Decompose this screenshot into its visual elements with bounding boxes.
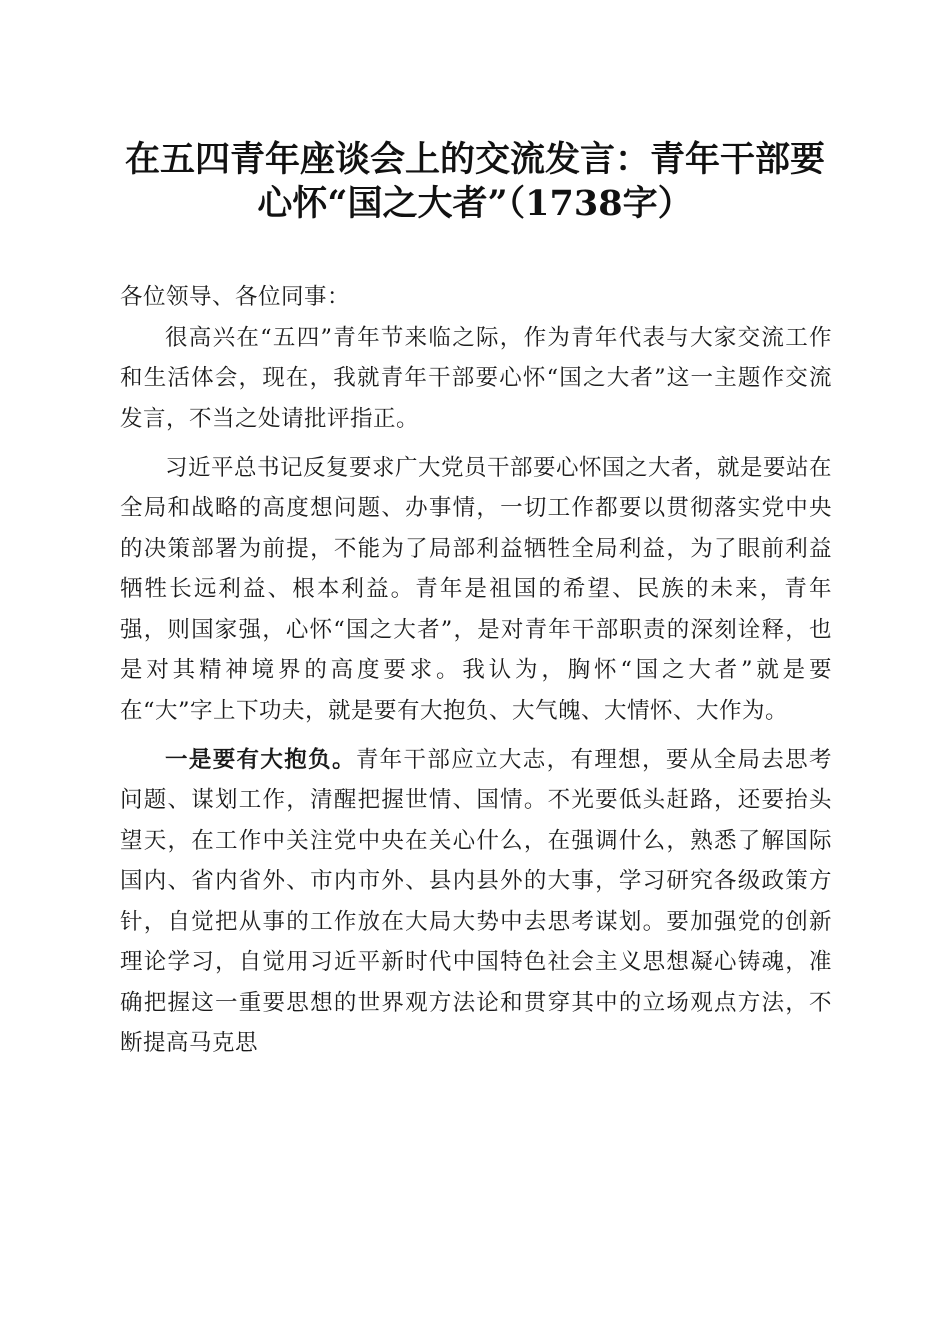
title-line-2: 心怀“国之大者”（1738字）	[257, 183, 693, 224]
paragraph-text: 很高兴在“五四”青年节来临之际，作为青年代表与大家交流工作和生活体会，现在，我就青年干部要心怀“国之大者”这一主题作交流发言，不当之处请批评指正。	[120, 324, 832, 432]
paragraph-lead: 一是要有大抱负。	[165, 746, 356, 773]
paragraph-text: 习近平总书记反复要求广大党员干部要心怀国之大者，就是要站在全局和战略的高度想问题、办事情，一切工作都要以贯彻落实党中央的决策部署为前提，不能为了局部利益牺牲全局利益，为了眼前利益牺牲长远利益、根本利益。青年是祖国的希望、民族的未来，青年强，则国家强，心怀“国之大者”，是对青年干部职责的深刻诠释，也是对其精神境界的高度要求。我认为，胸怀“国之大者”就是要在“大”字上下功夫，就是要有大抱负、大气魄、大情怀、大作为。	[120, 454, 833, 724]
paragraph-text: 青年干部应立大志，有理想，要从全局去思考问题、谋划工作，清醒把握世情、国情。不光要低头赶路，还要抬头望天，在工作中关注党中央在关心什么，在强调什么，熟悉了解国际国内、省内省外、市内市外、县内县外的大事，学习研究各级政策方针，自觉把从事的工作放在大局大势中去思考谋划。要加强党的创新理论学习，自觉用习近平新时代中国特色社会主义思想凝心铸魂，准确把握这一重要思想的世界观方法论和贯穿其中的立场观点方法，不断提高马克思	[120, 746, 832, 1056]
paragraph-3	[120, 740, 832, 1064]
document-title	[100, 138, 850, 226]
title-line-1: 在五四青年座谈会上的交流发言：青年干部要	[124, 139, 825, 180]
paragraph-2	[120, 448, 832, 732]
document-body	[120, 277, 832, 1072]
paragraph-1	[120, 318, 832, 440]
salutation: 各位领导、各位同事：	[120, 284, 351, 310]
